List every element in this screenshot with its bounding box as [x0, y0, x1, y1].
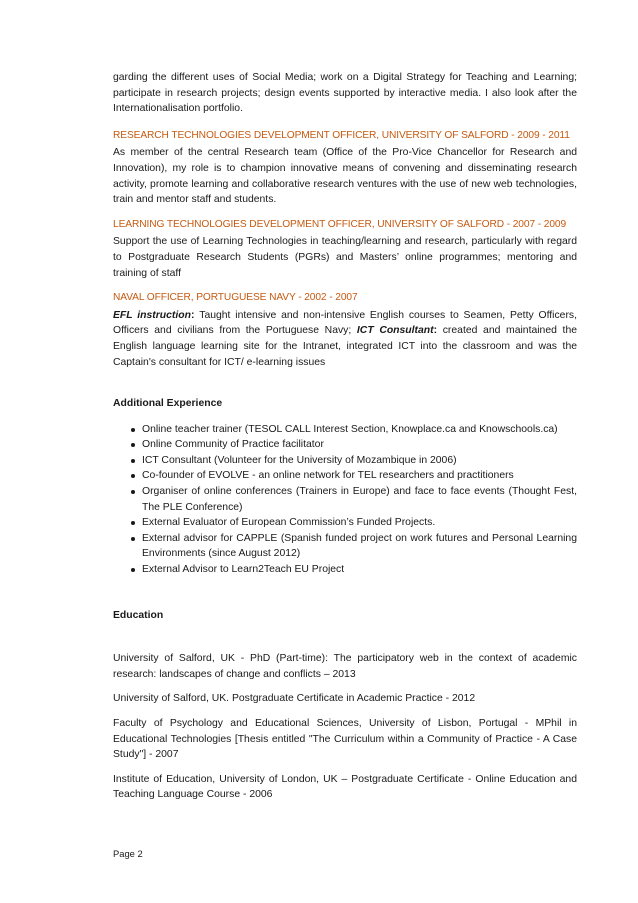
list-item: Organiser of online conferences (Trainers in Europe) and face to face events (Thought Fest, The PLE Conference) — [113, 484, 577, 515]
education-item: Institute of Education, University of London, UK – Postgraduate Certificate - Online Education and Teaching Language Course - 2006 — [113, 773, 577, 801]
bullet-icon — [131, 537, 135, 541]
bullet-icon — [131, 521, 135, 525]
education-heading: Education — [113, 609, 164, 621]
bullet-icon — [131, 568, 135, 572]
cv-page — [113, 70, 577, 812]
job-title: NAVAL OFFICER, PORTUGUESE NAVY - 2002 - 2007 — [113, 292, 358, 304]
education-item: University of Salford, UK - PhD (Part-time): The participatory web in the context of academic research: landscapes of change and conflicts – 2013 — [113, 653, 577, 680]
list-item: External advisor for CAPPLE (Spanish funded project on work futures and Personal Learning Environments (since August 2012) — [113, 531, 577, 562]
list-item: Co-founder of EVOLVE - an online network for TEL researchers and practitioners — [113, 468, 577, 484]
bullet-icon — [131, 474, 135, 478]
bullet-icon — [131, 428, 135, 432]
job-title: LEARNING TECHNOLOGIES DEVELOPMENT OFFICER, UNIVERSITY OF SALFORD - 2007 - 2009 — [113, 218, 567, 230]
bullet-icon — [131, 443, 135, 447]
list-item: External Advisor to Learn2Teach EU Project — [113, 562, 577, 578]
role-separator: : — [190, 309, 200, 321]
role-text-ict: created and maintained the English language learning site for the Intranet, integrated ICT into the classroom and was the Captain's consultant for ICT/ e-learning issues — [113, 325, 578, 368]
job-description: Support the use of Learning Technologies in teaching/learning and research, particularly with regard to Postgraduate Research Students (PGRs) and Masters’ online programmes; mentoring and training of staff — [113, 236, 577, 279]
job-description: As member of the central Research team (Office of the Pro-Vice Chancellor for Research and Innovation), my role is to champion innovative means of convening and disseminating research activity, promote learning and collaborative research ventures with the use of new web technologies, train and mentor staff and students. — [113, 147, 577, 206]
list-item: ICT Consultant (Volunteer for the University of Mozambique in 2006) — [113, 453, 577, 469]
bullet-icon — [131, 459, 135, 463]
job-description — [113, 308, 577, 370]
education-item: University of Salford, UK. Postgraduate Certificate in Academic Practice - 2012 — [113, 693, 476, 705]
intro-paragraph: garding the different uses of Social Media; work on a Digital Strategy for Teaching and Learning; participate in research projects; design events supported by interactive media. I also look after the Internationalisation portfolio. — [113, 72, 577, 115]
additional-experience-list — [113, 422, 577, 578]
bullet-icon — [131, 490, 135, 494]
page-number: Page 2 — [113, 848, 143, 859]
list-item: Online teacher trainer (TESOL CALL Interest Section, Knowplace.ca and Knowschools.ca) — [113, 422, 577, 438]
role-label-efl: EFL instruction — [113, 309, 191, 321]
list-item: External Evaluator of European Commission’s Funded Projects. — [113, 515, 577, 531]
list-item: Online Community of Practice facilitator — [113, 437, 577, 453]
job-entry — [113, 128, 577, 208]
role-text-efl: Taught intensive and non-intensive English courses to Seamen, Petty Officers, Officers and civilians from the Portuguese Navy; — [113, 309, 577, 337]
role-label-ict: ICT Consultant — [356, 325, 434, 337]
role-separator: : — [433, 325, 443, 337]
education-item: Faculty of Psychology and Educational Sciences, University of Lisbon, Portugal - MPhil in Educational Technologies [Thesis entitled "The Curriculum within a Community of Practice - A Case Study"] - 2007 — [113, 718, 577, 761]
job-title: RESEARCH TECHNOLOGIES DEVELOPMENT OFFICER, UNIVERSITY OF SALFORD - 2009 - 2011 — [113, 129, 570, 141]
job-entry — [113, 217, 577, 281]
job-entry — [113, 290, 577, 370]
additional-experience-heading: Additional Experience — [113, 398, 223, 410]
